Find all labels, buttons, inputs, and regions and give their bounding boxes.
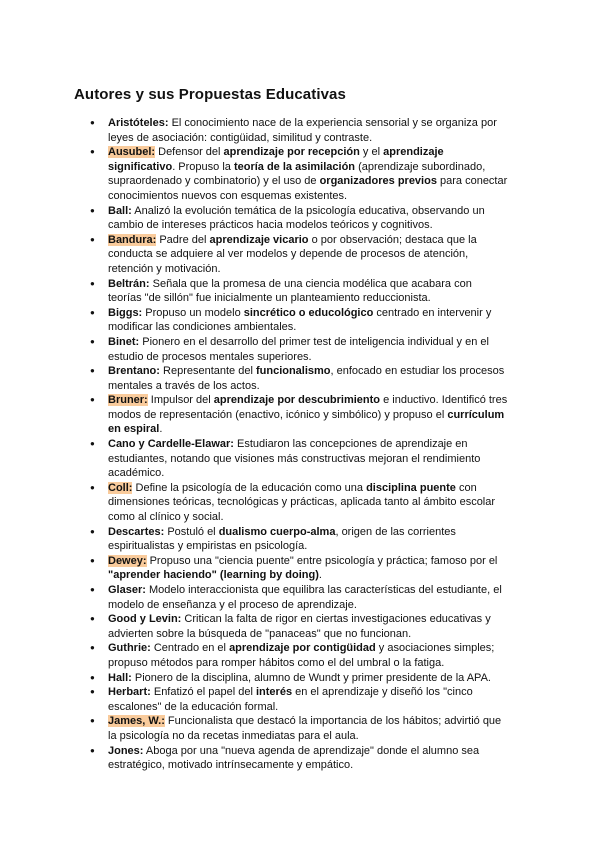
description-text: , enfocado en estudiar los procesos mentales a través de los actos. xyxy=(108,365,505,392)
key-term: aprendizaje por descubrimiento xyxy=(213,394,381,407)
description-text: y el xyxy=(359,146,384,159)
description-text: (aprendizaje subordinado, supraordenado y combinatorio) y el uso de xyxy=(108,160,486,188)
author-list-item xyxy=(90,277,508,306)
author-list-item xyxy=(90,525,508,554)
description-text: en el aprendizaje y diseñó los "cinco escalones" de la educación formal. xyxy=(108,686,473,713)
description-text: Modelo interaccionista que equilibra las características del estudiante, el modelo de enseñanza y el proceso de aprendizaje. xyxy=(108,584,502,611)
description-text: Enfatizó el papel del xyxy=(150,686,256,699)
key-term: aprendizaje por recepción xyxy=(223,146,360,159)
author-list xyxy=(90,116,508,773)
description-text: Impulsor del xyxy=(147,394,214,407)
author-name: Hall: xyxy=(108,671,132,684)
description-text: centrado en intervenir y modificar las condiciones ambientales. xyxy=(108,306,492,334)
author-name: Descartes: xyxy=(108,525,165,538)
description-text: Define la psicología de la educación como una xyxy=(132,481,367,494)
author-name: Bruner: xyxy=(108,394,148,407)
author-list-item xyxy=(90,145,508,203)
description-text: El conocimiento nace de la experiencia sensorial y se organiza por leyes de asociación: contigüidad, similitud y contraste. xyxy=(108,117,497,144)
author-name: Jones: xyxy=(108,744,144,757)
description-text: Propuso una "ciencia puente" entre psicología y práctica; famoso por el xyxy=(146,554,498,567)
author-list-item xyxy=(90,204,508,233)
author-list-item xyxy=(90,335,508,364)
description-text: para conectar conocimientos nuevos con esquemas existentes. xyxy=(108,175,508,202)
author-name: Herbart: xyxy=(108,686,151,699)
author-list-item xyxy=(90,641,508,670)
description-text: Centrado en el xyxy=(150,642,230,655)
description-text: Señala que la promesa de una ciencia modélica que acabara con teorías "de sillón" fue inicialmente un planteamiento reduccionista. xyxy=(108,277,472,305)
author-name: Glaser: xyxy=(108,584,146,596)
author-list-item xyxy=(90,364,508,393)
author-name: Ausubel: xyxy=(108,146,156,159)
author-name: Cano y Cardelle-Elawar: xyxy=(108,438,234,451)
author-list-item xyxy=(90,583,508,612)
author-name: Beltrán: xyxy=(108,277,150,290)
author-list-item xyxy=(90,437,508,481)
author-list-item xyxy=(90,481,508,525)
description-text: Estudiaron las concepciones de aprendizaje en estudiantes, notando que visiones más constructivas mejoran el rendimiento académico. xyxy=(108,438,481,480)
key-term: organizadores previos xyxy=(319,175,437,188)
author-list-item xyxy=(90,714,508,743)
author-list-item xyxy=(90,612,508,641)
description-text: Pionero de la disciplina, alumno de Wundt y primer presidente de la APA. xyxy=(131,671,491,684)
description-text: o por observación; destaca que la conducta se adquiere al ver modelos y depende de procesos de atención, retención y motivación. xyxy=(108,233,477,275)
author-name: Dewey: xyxy=(108,554,147,567)
key-term: interés xyxy=(255,686,293,699)
author-name: Aristóteles: xyxy=(108,117,169,129)
key-term: sincrético o educológico xyxy=(243,306,374,319)
key-term: currículum en espiral xyxy=(108,408,505,436)
description-text: e inductivo. Identificó tres modos de representación (enactivo, icónico y simbólico) y propuso el xyxy=(108,394,508,421)
key-term: funcionalismo xyxy=(255,365,331,378)
description-text: Critican la falta de rigor en ciertas investigaciones educativas y advierten sobre la búsqueda de "panaceas" que no funcionan. xyxy=(108,613,491,640)
description-text: . xyxy=(159,423,163,436)
page-title: Autores y sus Propuestas Educativas xyxy=(74,86,346,103)
author-list-item xyxy=(90,554,508,583)
description-text: y asociaciones simples; propuso métodos para romper hábitos como el del umbral o la fatiga. xyxy=(108,642,495,669)
description-text: con dimensiones teóricas, tecnológicas y prácticas, aplicada tanto al ámbito escolar como al clínico y social. xyxy=(108,481,496,524)
description-text: Defensor del xyxy=(155,146,224,159)
author-list-item xyxy=(90,685,508,714)
author-name: Brentano: xyxy=(108,365,160,378)
author-list-item xyxy=(90,671,508,686)
author-list-item xyxy=(90,306,508,335)
key-term: disciplina puente xyxy=(366,481,456,494)
author-list-item xyxy=(90,116,508,145)
author-list-item xyxy=(90,744,508,773)
key-term: teoría de la asimilación xyxy=(233,160,356,173)
description-text: Propuso un modelo xyxy=(142,306,244,319)
key-term: aprendizaje por contigüidad xyxy=(229,642,376,655)
key-term: "aprender haciendo" (learning by doing) xyxy=(108,569,319,582)
description-text: Funcionalista que destacó la importancia de los hábitos; advirtió que la psicología no da recetas inmediatas para el aula. xyxy=(108,715,502,742)
description-text: Representante del xyxy=(159,365,256,378)
author-name: Good y Levin: xyxy=(108,613,182,626)
author-name: Guthrie: xyxy=(108,642,151,655)
author-name: Ball: xyxy=(108,204,132,217)
key-term: dualismo cuerpo-alma xyxy=(218,525,336,538)
key-term: aprendizaje vicario xyxy=(209,233,309,246)
author-name: Bandura: xyxy=(108,233,157,246)
author-name: Biggs: xyxy=(108,306,143,319)
description-text: Postuló el xyxy=(164,525,219,538)
key-term: aprendizaje significativo xyxy=(108,146,444,173)
description-text: Padre del xyxy=(156,233,210,246)
description-text: . Propuso la xyxy=(172,160,234,173)
author-name: James, W.: xyxy=(108,715,165,728)
description-text: , origen de las corrientes espiritualistas y empiristas en psicología. xyxy=(108,525,456,553)
description-text: Aboga por una "nueva agenda de aprendizaje" donde el alumno sea estratégico, motivado intrínsecamente y empático. xyxy=(108,744,480,772)
author-list-item xyxy=(90,393,508,437)
description-text: Pionero en el desarrollo del primer test de inteligencia individual y en el estudio de procesos mentales superiores. xyxy=(108,335,489,363)
description-text: Analizó la evolución temática de la psicología educativa, observando un cambio de intereses prácticos hacia modelos teóricos y cognitivos. xyxy=(108,204,485,232)
author-name: Binet: xyxy=(108,335,140,348)
description-text: . xyxy=(318,569,322,582)
author-list-item xyxy=(90,233,508,277)
author-name: Coll: xyxy=(108,481,133,494)
